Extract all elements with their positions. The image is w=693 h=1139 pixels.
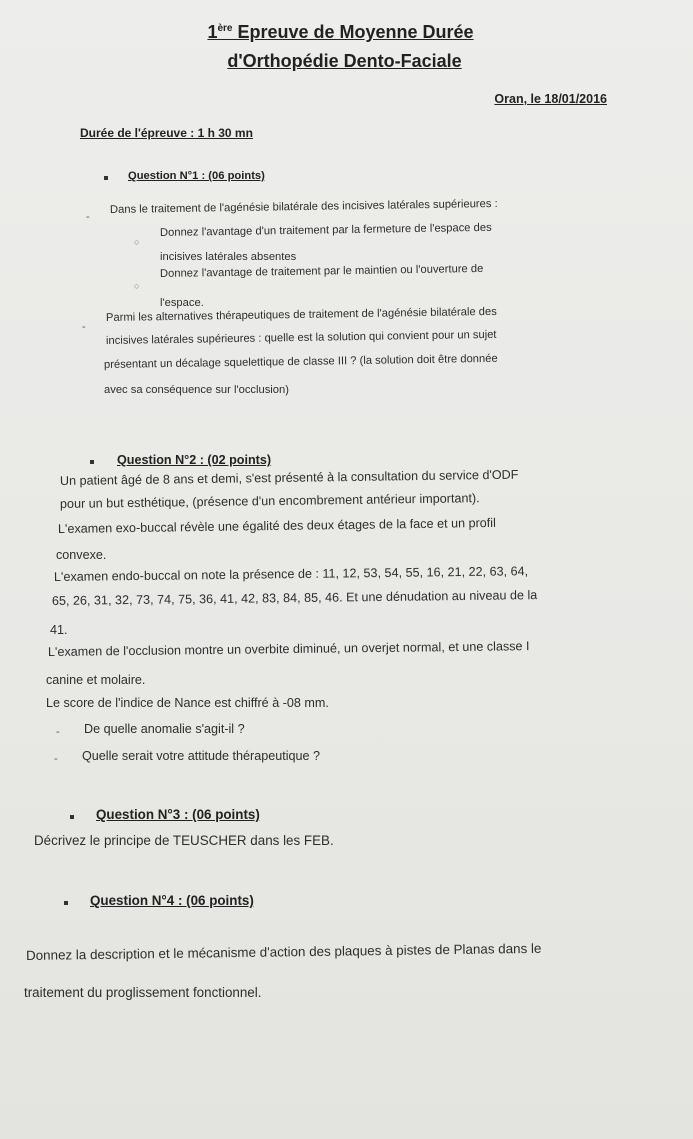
q2-line: Un patient âgé de 8 ans et demi, s'est présenté à la consultation du service d'ODF — [59, 467, 519, 488]
q2-line: pour un but esthétique, (présence d'un encombrement antérieur important). — [59, 491, 480, 511]
q1-line: l'espace. — [160, 297, 204, 309]
q4-heading: Question N°4 : (06 points) — [90, 893, 254, 908]
q3-heading: Question N°3 : (06 points) — [96, 807, 260, 822]
q1-line: Parmi les alternatives thérapeutiques de traitement de l'agénésie bilatérale des — [105, 305, 497, 324]
q3-line: Décrivez le principe de TEUSCHER dans les FEB. — [34, 833, 334, 848]
q1-line: présentant un décalage squelettique de classe III ? (la solution doit être donnée — [103, 352, 498, 371]
q4-bullet-icon — [64, 901, 68, 905]
q2-line: 65, 26, 31, 32, 73, 74, 75, 36, 41, 42, 83, 84, 85, 46. Et une dénudation au niveau de la — [51, 588, 538, 608]
title-line-2: d'Orthopédie Dento-Faciale — [227, 51, 462, 71]
q1-line: incisives latérales absentes — [160, 251, 297, 263]
q2-line: L'examen endo-buccal on note la présence de : 11, 12, 53, 54, 55, 16, 21, 22, 63, 64, — [53, 564, 529, 584]
exam-date: Oran, le 18/01/2016 — [494, 92, 607, 106]
q2-line: L'examen de l'occlusion montre un overbite diminué, un overjet normal, et une classe I — [47, 639, 530, 659]
q2-line: De quelle anomalie s'agit-il ? — [84, 722, 245, 736]
dash-icon: - — [82, 321, 86, 333]
dash-icon: - — [56, 726, 60, 738]
circle-bullet-icon: ○ — [134, 281, 140, 291]
q2-line: L'examen exo-buccal révèle une égalité des deux étages de la face et un profil — [57, 515, 496, 536]
circle-bullet-icon: ○ — [134, 237, 140, 247]
dash-icon: - — [54, 753, 58, 765]
q3-bullet-icon — [70, 815, 74, 819]
q2-heading: Question N°2 : (02 points) — [117, 453, 272, 467]
q2-line: 41. — [50, 623, 68, 637]
dash-icon: - — [86, 211, 90, 223]
q1-bullet-icon — [104, 176, 108, 180]
q1-line: avec sa conséquence sur l'occlusion) — [104, 384, 289, 396]
q2-line: Quelle serait votre attitude thérapeutique ? — [82, 749, 321, 763]
q1-line: Donnez l'avantage de traitement par le maintien ou l'ouverture de — [159, 262, 484, 280]
q4-line: traitement du proglissement fonctionnel. — [24, 985, 262, 1000]
q2-bullet-icon — [90, 460, 94, 464]
exam-duration: Durée de l'épreuve : 1 h 30 mn — [80, 126, 253, 140]
q1-line: Dans le traitement de l'agénésie bilatérale des incisives latérales supérieures : — [109, 197, 498, 216]
q2-line: canine et molaire. — [46, 673, 146, 687]
q1-heading: Question N°1 : (06 points) — [128, 170, 265, 182]
title-line-1: 1ère Epreuve de Moyenne Durée — [207, 22, 474, 42]
q2-line: convexe. — [56, 548, 107, 562]
q2-line: Le score de l'indice de Nance est chiffré à -08 mm. — [46, 696, 329, 710]
q1-line: incisives latérales supérieures : quelle est la solution qui convient pour un sujet — [105, 328, 497, 347]
q4-line: Donnez la description et le mécanisme d'action des plaques à pistes de Planas dans le — [25, 940, 542, 963]
q1-line: Donnez l'avantage d'un traitement par la fermeture de l'espace des — [159, 221, 492, 239]
